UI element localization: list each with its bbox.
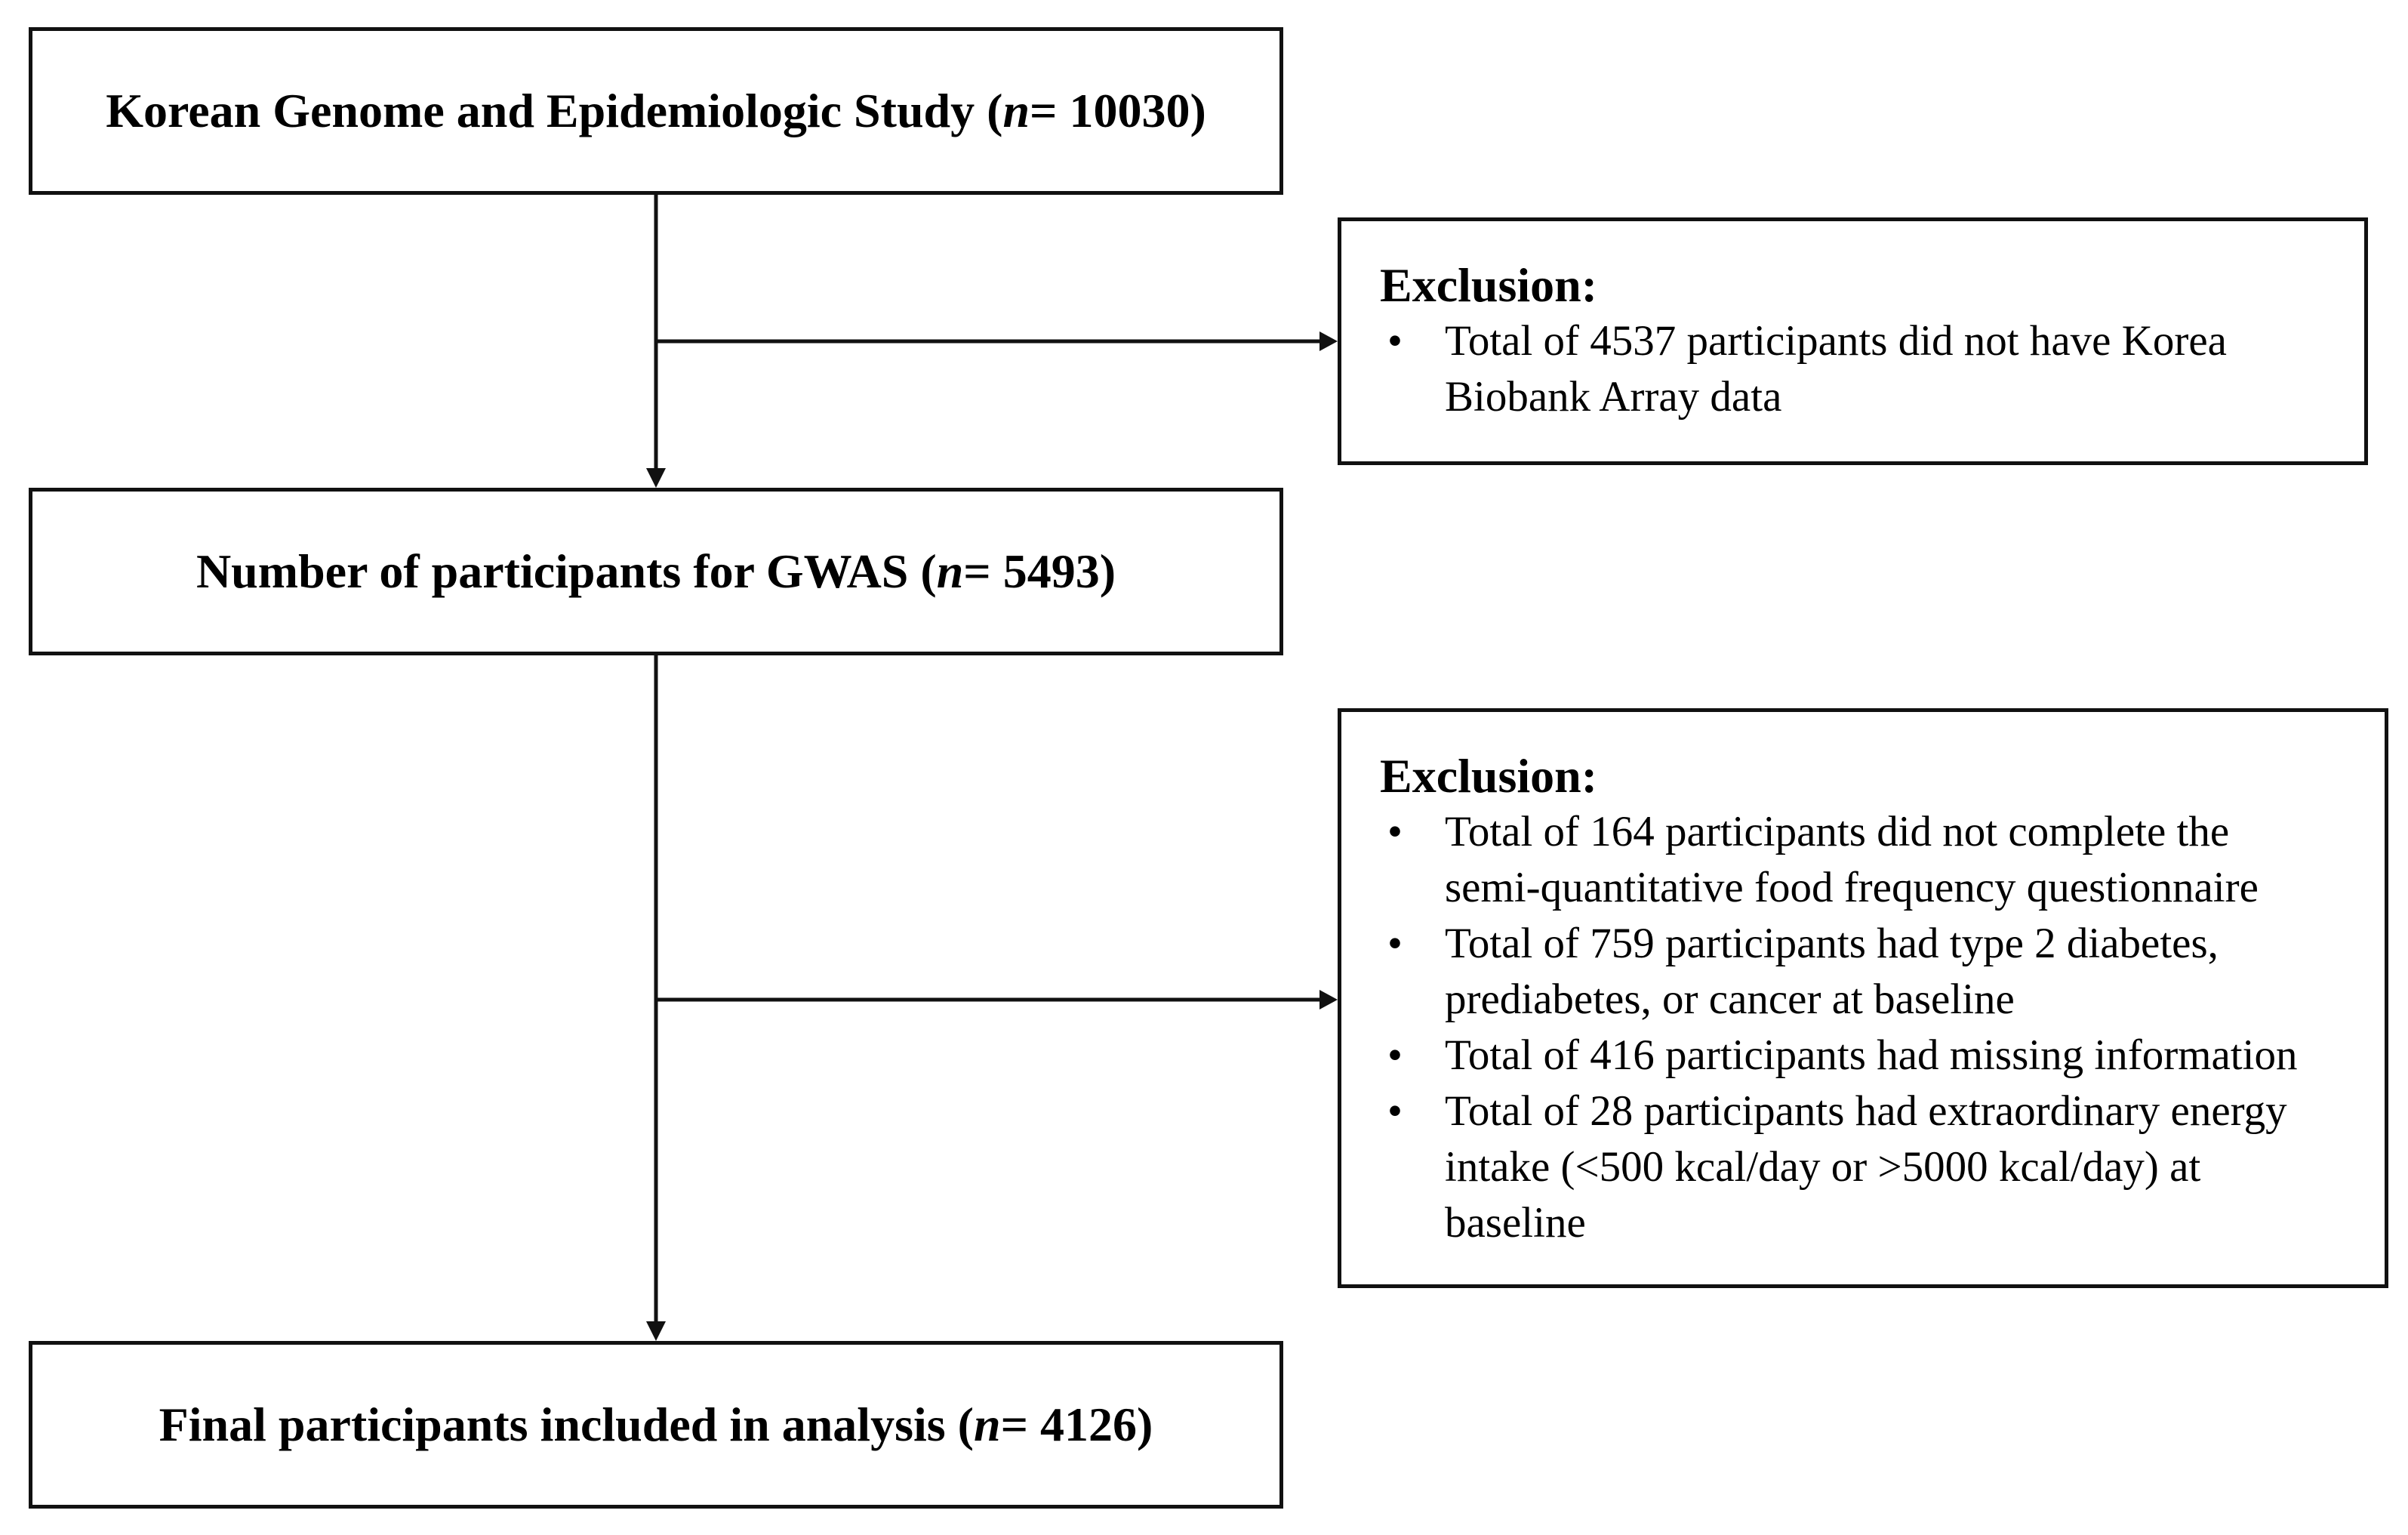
gwas-n-symbol: n [936,544,964,598]
exclusion-item-line: intake (<500 kcal/day or >5000 kcal/day) at [1445,1143,2201,1191]
box-gwas-participants [29,488,1283,655]
exclusion-box-1 [1338,217,2368,465]
exclusion-item-line: Total of 28 participants had extraordinary energy [1445,1087,2287,1135]
exclusion-item [1380,1083,2377,1251]
exclusion-item [1380,804,2377,916]
bullet-icon: • [1387,317,1403,365]
final-n-value: = 4126) [1000,1398,1153,1451]
arrowhead-exclusion-2 [1319,990,1338,1009]
arrowhead-gwas [646,468,666,488]
final-label: Final participants included in analysis ( [159,1398,974,1451]
bullet-icon: • [1387,920,1403,967]
bullet-icon: • [1387,1087,1403,1135]
final-n-symbol: n [973,1398,1001,1451]
study-label: Korean Genome and Epidemiologic Study ( [106,84,1003,137]
arrowhead-exclusion-1 [1319,331,1338,351]
arrowhead-final [646,1321,666,1341]
box-study-cohort [29,27,1283,195]
exclusion-item [1380,313,2357,425]
box-final-participants [29,1341,1283,1509]
exclusion-item-line: prediabetes, or cancer at baseline [1445,976,2015,1023]
exclusion-item-line: Total of 416 participants had missing information [1445,1031,2298,1079]
exclusion-item-line: baseline [1445,1199,1586,1247]
exclusion-1-list [1380,313,2357,425]
exclusion-box-2 [1338,708,2388,1288]
exclusion-item-line: Total of 759 participants had type 2 diabetes, [1445,920,2219,967]
exclusion-item-line: Biobank Array data [1445,373,1782,421]
gwas-label: Number of participants for GWAS ( [196,544,937,598]
exclusion-item-line: Total of 4537 participants did not have Korea [1445,317,2227,365]
exclusion-item [1380,1028,2377,1083]
exclusion-item-line: semi-quantitative food frequency questionnaire [1445,864,2259,911]
gwas-n-value: = 5493) [963,544,1116,598]
exclusion-2-list [1380,804,2377,1251]
study-n-value: = 10030) [1030,84,1206,137]
bullet-icon: • [1387,808,1403,855]
study-n-symbol: n [1002,84,1030,137]
exclusion-2-title: Exclusion: [1380,749,1598,803]
exclusion-1-title: Exclusion: [1380,258,1598,312]
exclusion-item [1380,916,2377,1028]
exclusion-item-line: Total of 164 participants did not complete the [1445,808,2230,855]
bullet-icon: • [1387,1031,1403,1079]
